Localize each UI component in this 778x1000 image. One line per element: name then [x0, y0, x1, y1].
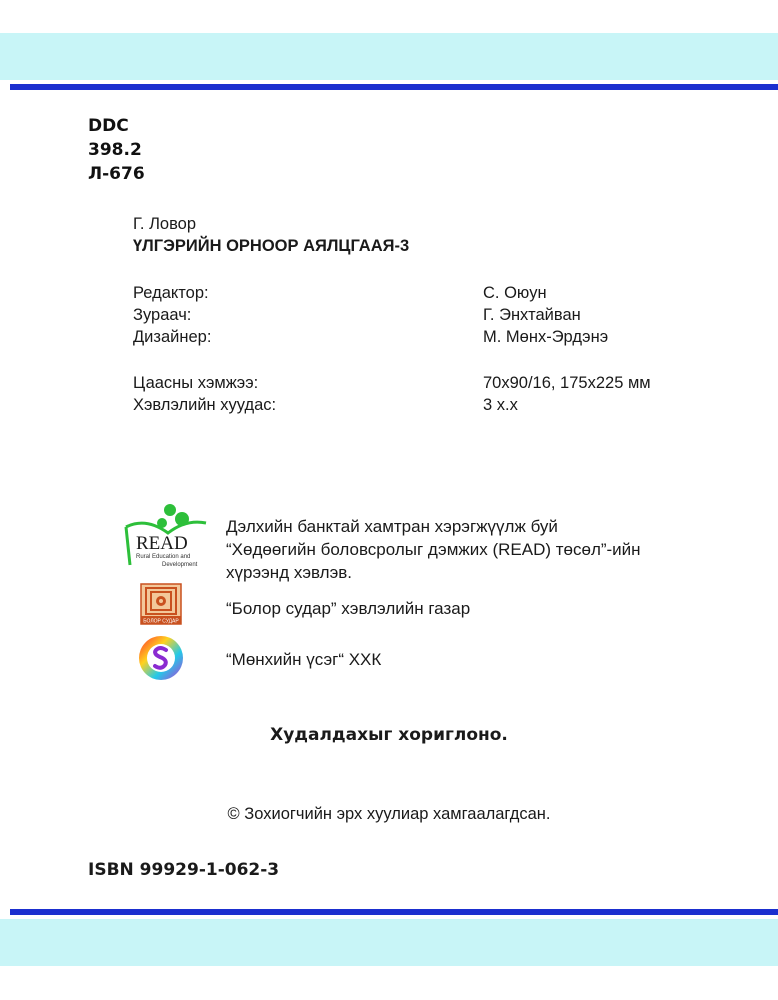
top-cyan-band — [0, 33, 778, 80]
spec-label: Хэвлэлийн хуудас: — [133, 396, 277, 414]
bolor-logo-text: БОЛОР СУДАР — [143, 618, 179, 625]
not-for-sale-notice: Худалдахыг хориглоно. — [270, 725, 508, 745]
spec-value: 3 х.х — [483, 396, 518, 414]
read-text-line: “Хөдөөгийн боловсролыг дэмжих (READ) төсөл”-ийн — [226, 540, 641, 559]
credit-label: Зураач: — [133, 306, 192, 324]
credit-value: Г. Энхтайван — [483, 306, 581, 324]
read-logo — [122, 501, 214, 573]
ddc-number: 398.2 — [88, 140, 142, 160]
ddc-label: DDC — [88, 116, 129, 136]
isbn: ISBN 99929-1-062-3 — [88, 860, 280, 880]
credit-value: М. Мөнх-Эрдэнэ — [483, 328, 609, 346]
credit-value: С. Оюун — [483, 284, 547, 302]
ddc-classification — [88, 114, 145, 186]
read-logo-word: READ — [136, 533, 188, 554]
credit-label: Редактор: — [133, 284, 209, 302]
top-blue-rule — [10, 84, 778, 90]
font-company-text: “Мөнхийн үсэг“ ХХК — [226, 650, 382, 669]
book-title: ҮЛГЭРИЙН ОРНООР АЯЛЦГААЯ-3 — [133, 237, 410, 255]
munkhiin-useg-logo — [138, 635, 184, 681]
read-text-line: хүрээнд хэвлэв. — [226, 563, 352, 582]
bolor-sudar-logo — [140, 583, 182, 625]
read-logo-sub1: Rural Education and — [136, 554, 191, 560]
publisher-text: “Болор судар” хэвлэлийн газар — [226, 599, 471, 618]
bottom-cyan-band — [0, 919, 778, 966]
read-text-line: Дэлхийн банктай хамтран хэрэгжүүлж буй — [226, 517, 558, 536]
spec-value: 70х90/16, 175х225 мм — [483, 374, 651, 392]
read-logo-sub2: Development — [162, 562, 198, 568]
credit-label: Дизайнер: — [133, 328, 212, 346]
spec-label: Цаасны хэмжээ: — [133, 374, 259, 392]
bottom-blue-rule — [10, 909, 778, 915]
ddc-code: Л-676 — [88, 164, 145, 184]
read-project-text — [226, 515, 641, 584]
copyright-notice: © Зохиогчийн эрх хуулиар хамгаалагдсан. — [227, 805, 551, 823]
author-name: Г. Ловор — [133, 215, 197, 233]
